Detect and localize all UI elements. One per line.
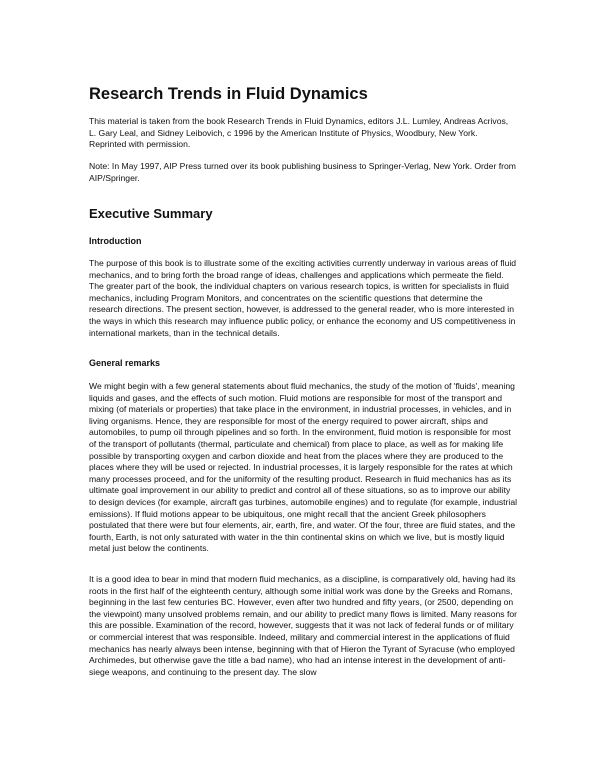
introduction-paragraph: The purpose of this book is to illustrate some of the exciting activities currently underway in various areas of fluid mechanics, and to bring forth the broad range of ideas, challenges and applications which permeate the field. The greater part of the book, the individual chapters on various research topics, is written for specialists in fluid mechanics, including Program Monitors, and concentrates on the scientific questions that determine the research directions. The present section, however, is addressed to the general reader, who is more interested in the ways in which this research may influence public policy, or enhance the economy and US competitiveness in international markets, than in the technical details. — [89, 258, 517, 338]
executive-summary-heading: Executive Summary — [89, 206, 213, 221]
document-title: Research Trends in Fluid Dynamics — [89, 85, 368, 103]
source-paragraph: This material is taken from the book Research Trends in Fluid Dynamics, editors J.L. Lumley, Andreas Acrivos, L. Gary Leal, and Sidney Leibovich, c 1996 by the American Institute of Physics, Woodbury, New York. Reprinted with permission. — [89, 116, 509, 150]
general-remarks-paragraph-1: We might begin with a few general statements about fluid mechanics, the study of the motion of 'fluids', meaning liquids and gases, and the effects of such motion. Fluid motions are responsible for most of the transport and mixing (of materials or properties) that take place in the environment, in industrial processes, in vehicles, and in living organisms. Hence, they are responsible for most of the energy required to power aircraft, ships and automobiles, to pump oil through pipelines and so forth. In the environment, fluid motion is responsible for most of the transport of pollutants (thermal, particulate and chemical) from place to place, as well as for making life possible by transporting oxygen and carbon dioxide and heat from the places where they are produced to the places where they will be used or rejected. In industrial processes, it is largely responsible for the rates at which many processes proceed, and for the uniformity of the resulting product. Research in fluid mechanics has as its ultimate goal improvement in our ability to predict and control all of these situations, so as to improve our ability to design devices (for example, aircraft gas turbines, automobile engines) and to regulate (for example, industrial emissions). If fluid motions appear to be ubiquitous, one might recall that the ancient Greek philosophers postulated that there were but four elements, air, earth, fire, and water. Of the four, three are fluid states, and the fourth, Earth, is not only saturated with water in the thin continental skins on which we live, but is mostly liquid metal just below the continents. — [89, 381, 518, 554]
note-paragraph: Note: In May 1997, AIP Press turned over its book publishing business to Springer-Verlag, New York. Order from AIP/Springer. — [89, 161, 516, 183]
introduction-heading: Introduction — [89, 236, 142, 246]
general-remarks-paragraph-2: It is a good idea to bear in mind that modern fluid mechanics, as a discipline, is comparatively old, having had its roots in the first half of the eighteenth century, although some initial work was done by the Greeks and Romans, beginning in the last few centuries BC. However, even after two hundred and fifty years, (or 2500, depending on the viewpoint) many unsolved problems remain, and our ability to predict many flows is limited. Many reasons for this are possible. Examination of the record, however, suggests that it was not lack of federal funds or of military or commercial interest that was responsible. Indeed, military and commercial interest in the applications of fluid mechanics has nearly always been intense, beginning with that of Hieron the Tyrant of Syracuse (who employed Archimedes, but otherwise gave the title a bad name), who had an intense interest in the development of anti-siege weapons, and continuing to the present day. The slow — [89, 574, 517, 677]
general-remarks-heading: General remarks — [89, 358, 161, 368]
